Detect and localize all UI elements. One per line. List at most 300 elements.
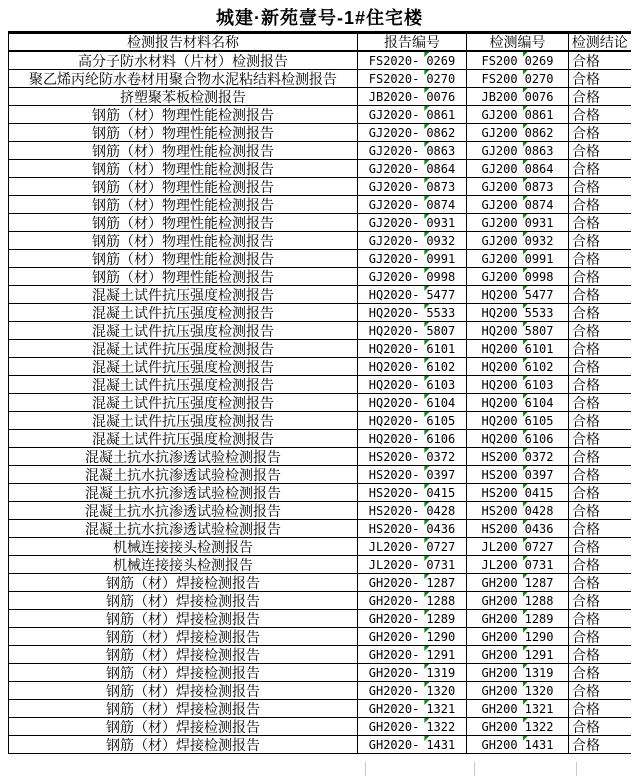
col-header-material-name: 检测报告材料名称 xyxy=(9,33,358,52)
test-conclusion-text: 合格 xyxy=(572,484,600,501)
test-number-prefix: GJ200 xyxy=(481,143,518,158)
test-number-prefix: GJ200 xyxy=(481,269,518,284)
report-number-value: 1288 xyxy=(426,594,456,608)
test-conclusion-text: 合格 xyxy=(572,430,600,447)
report-number-prefix: FS2020- xyxy=(368,71,420,86)
test-number-value: 6106 xyxy=(524,432,554,446)
table-row xyxy=(9,502,631,520)
test-conclusion-cell xyxy=(569,70,631,88)
table-row xyxy=(9,376,631,394)
material-name-text: 钢筋（材）物理性能检测报告 xyxy=(92,160,274,177)
test-conclusion-text: 合格 xyxy=(572,160,600,177)
col-header-test-conclusion: 检测结论 xyxy=(569,33,631,52)
material-name-text: 钢筋（材）物理性能检测报告 xyxy=(92,142,274,159)
table-row xyxy=(9,142,631,160)
test-number-value: 0270 xyxy=(524,72,554,86)
test-conclusion-cell xyxy=(569,196,631,214)
test-number-prefix: HQ200 xyxy=(481,377,518,392)
material-name-text: 挤塑聚苯板检测报告 xyxy=(120,88,246,105)
test-number-prefix: HQ200 xyxy=(481,395,518,410)
test-number-prefix: HS200 xyxy=(481,521,518,536)
test-number-prefix: HS200 xyxy=(481,449,518,464)
test-number-prefix: HQ200 xyxy=(481,359,518,374)
report-number-value: 0861 xyxy=(426,108,456,122)
test-number-cell xyxy=(467,142,569,160)
material-name-text: 钢筋（材）焊接检测报告 xyxy=(106,718,260,735)
test-conclusion-cell xyxy=(569,286,631,304)
test-number-prefix: GJ200 xyxy=(481,197,518,212)
material-name-cell xyxy=(9,412,358,430)
report-number-value: 0269 xyxy=(426,54,456,68)
test-number-cell xyxy=(467,394,569,412)
table-row xyxy=(9,574,631,592)
test-number-prefix: GJ200 xyxy=(481,161,518,176)
test-number-cell xyxy=(467,610,569,628)
report-number-cell xyxy=(358,394,467,412)
test-conclusion-text: 合格 xyxy=(572,106,600,123)
test-conclusion-cell xyxy=(569,106,631,124)
page-title: 城建·新苑壹号-1#住宅楼 xyxy=(215,8,423,28)
test-number-value: 0269 xyxy=(524,54,554,68)
material-name-text: 钢筋（材）焊接检测报告 xyxy=(106,592,260,609)
test-number-prefix: HQ200 xyxy=(481,431,518,446)
test-number-value: 0931 xyxy=(524,216,554,230)
test-conclusion-cell xyxy=(569,178,631,196)
report-number-prefix: GJ2020- xyxy=(368,269,420,284)
test-number-cell xyxy=(467,736,569,754)
test-number-value: 6105 xyxy=(524,414,554,428)
test-number-cell xyxy=(467,106,569,124)
table-row xyxy=(9,268,631,286)
report-number-value: 0436 xyxy=(426,522,456,536)
test-number-value: 5533 xyxy=(524,306,554,320)
test-conclusion-text: 合格 xyxy=(572,538,600,555)
report-number-prefix: GH2020- xyxy=(368,593,420,608)
table-row xyxy=(9,124,631,142)
material-name-text: 钢筋（材）焊接检测报告 xyxy=(106,628,260,645)
test-conclusion-text: 合格 xyxy=(572,142,600,159)
report-number-cell xyxy=(358,646,467,664)
material-name-cell xyxy=(9,610,358,628)
test-conclusion-cell xyxy=(569,502,631,520)
report-number-cell xyxy=(358,88,467,106)
material-name-text: 混凝土试件抗压强度检测报告 xyxy=(92,286,274,303)
test-number-prefix: JL200 xyxy=(481,557,518,572)
test-conclusion-text: 合格 xyxy=(572,502,600,519)
report-number-value: 6106 xyxy=(426,432,456,446)
report-number-cell xyxy=(358,592,467,610)
report-number-cell xyxy=(358,466,467,484)
test-number-prefix: GH200 xyxy=(481,647,518,662)
test-number-value: 0727 xyxy=(524,540,554,554)
test-number-prefix: HQ200 xyxy=(481,323,518,338)
header-row xyxy=(9,33,631,52)
table-row xyxy=(9,610,631,628)
test-number-cell xyxy=(467,520,569,538)
report-number-prefix: HS2020- xyxy=(368,485,420,500)
report-number-value: 0428 xyxy=(426,504,456,518)
test-conclusion-text: 合格 xyxy=(572,52,600,69)
test-conclusion-cell xyxy=(569,376,631,394)
test-number-prefix: GH200 xyxy=(481,737,518,752)
report-number-value: 0727 xyxy=(426,540,456,554)
table-row xyxy=(9,664,631,682)
report-number-value: 0372 xyxy=(426,450,456,464)
report-number-cell xyxy=(358,502,467,520)
table-row xyxy=(9,430,631,448)
report-number-cell xyxy=(358,160,467,178)
test-conclusion-cell xyxy=(569,520,631,538)
test-conclusion-cell xyxy=(569,124,631,142)
test-number-value: 0873 xyxy=(524,180,554,194)
report-number-cell xyxy=(358,340,467,358)
report-number-prefix: GJ2020- xyxy=(368,161,420,176)
report-number-value: 1319 xyxy=(426,666,456,680)
report-number-cell xyxy=(358,538,467,556)
test-number-value: 1319 xyxy=(524,666,554,680)
test-conclusion-cell xyxy=(569,214,631,232)
report-number-prefix: HQ2020- xyxy=(368,305,420,320)
test-number-prefix: JL200 xyxy=(481,539,518,554)
material-name-text: 钢筋（材）物理性能检测报告 xyxy=(92,106,274,123)
material-name-cell xyxy=(9,51,358,70)
report-number-value: 0862 xyxy=(426,126,456,140)
table-row xyxy=(9,700,631,718)
report-number-value: 0270 xyxy=(426,72,456,86)
material-name-cell xyxy=(9,574,358,592)
report-number-cell xyxy=(358,484,467,502)
test-conclusion-text: 合格 xyxy=(572,124,600,141)
report-number-value: 1289 xyxy=(426,612,456,626)
material-name-text: 钢筋（材）焊接检测报告 xyxy=(106,664,260,681)
material-name-cell xyxy=(9,286,358,304)
report-number-prefix: GH2020- xyxy=(368,701,420,716)
table-row xyxy=(9,70,631,88)
test-conclusion-cell xyxy=(569,430,631,448)
test-conclusion-cell xyxy=(569,592,631,610)
test-number-value: 1291 xyxy=(524,648,554,662)
material-name-cell xyxy=(9,250,358,268)
material-name-text: 混凝土抗水抗渗透试验检测报告 xyxy=(85,448,281,465)
test-number-value: 0076 xyxy=(524,90,554,104)
test-number-value: 1288 xyxy=(524,594,554,608)
material-name-cell xyxy=(9,124,358,142)
report-number-prefix: HQ2020- xyxy=(368,395,420,410)
report-number-prefix: GH2020- xyxy=(368,629,420,644)
report-number-cell xyxy=(358,664,467,682)
table-row xyxy=(9,88,631,106)
table-row xyxy=(9,178,631,196)
table-row xyxy=(9,250,631,268)
material-name-text: 混凝土试件抗压强度检测报告 xyxy=(92,304,274,321)
report-number-prefix: GH2020- xyxy=(368,665,420,680)
test-number-prefix: GH200 xyxy=(481,701,518,716)
test-number-cell xyxy=(467,412,569,430)
report-number-cell xyxy=(358,196,467,214)
test-number-prefix: HS200 xyxy=(481,467,518,482)
table-row xyxy=(9,736,631,754)
test-conclusion-text: 合格 xyxy=(572,376,600,393)
test-number-prefix: GH200 xyxy=(481,575,518,590)
report-number-value: 6102 xyxy=(426,360,456,374)
test-number-value: 0991 xyxy=(524,252,554,266)
test-number-value: 0864 xyxy=(524,162,554,176)
test-number-cell xyxy=(467,664,569,682)
test-number-prefix: GJ200 xyxy=(481,251,518,266)
report-number-prefix: HS2020- xyxy=(368,521,420,536)
material-name-text: 钢筋（材）焊接检测报告 xyxy=(106,700,260,717)
material-name-cell xyxy=(9,556,358,574)
test-conclusion-text: 合格 xyxy=(572,700,600,717)
test-number-prefix: GH200 xyxy=(481,611,518,626)
material-name-text: 钢筋（材）物理性能检测报告 xyxy=(92,214,274,231)
test-conclusion-text: 合格 xyxy=(572,718,600,735)
table-row xyxy=(9,646,631,664)
report-number-prefix: GH2020- xyxy=(368,611,420,626)
test-number-value: 6103 xyxy=(524,378,554,392)
test-conclusion-cell xyxy=(569,232,631,250)
material-name-cell xyxy=(9,142,358,160)
report-number-cell xyxy=(358,106,467,124)
test-number-cell xyxy=(467,304,569,322)
report-number-value: 1431 xyxy=(426,738,456,752)
test-conclusion-cell xyxy=(569,358,631,376)
report-number-value: 0863 xyxy=(426,144,456,158)
report-number-cell xyxy=(358,124,467,142)
test-conclusion-cell xyxy=(569,736,631,754)
report-number-prefix: GH2020- xyxy=(368,575,420,590)
material-name-cell xyxy=(9,718,358,736)
report-number-prefix: HQ2020- xyxy=(368,413,420,428)
test-number-value: 1321 xyxy=(524,702,554,716)
material-name-text: 混凝土试件抗压强度检测报告 xyxy=(92,430,274,447)
report-number-value: 0932 xyxy=(426,234,456,248)
test-conclusion-text: 合格 xyxy=(572,268,600,285)
report-number-prefix: GH2020- xyxy=(368,683,420,698)
report-number-value: 0991 xyxy=(426,252,456,266)
report-number-cell xyxy=(358,520,467,538)
test-conclusion-cell xyxy=(569,448,631,466)
material-name-cell xyxy=(9,322,358,340)
test-number-value: 1289 xyxy=(524,612,554,626)
report-number-cell xyxy=(358,322,467,340)
material-name-text: 钢筋（材）焊接检测报告 xyxy=(106,736,260,753)
material-name-cell xyxy=(9,646,358,664)
test-number-prefix: HQ200 xyxy=(481,413,518,428)
test-conclusion-text: 合格 xyxy=(572,592,600,609)
material-name-cell xyxy=(9,340,358,358)
test-number-prefix: GJ200 xyxy=(481,179,518,194)
table-row xyxy=(9,286,631,304)
report-number-value: 1287 xyxy=(426,576,456,590)
report-number-cell xyxy=(358,376,467,394)
test-conclusion-text: 合格 xyxy=(572,466,600,483)
col-header-test-number: 检测编号 xyxy=(467,33,569,52)
test-number-cell xyxy=(467,682,569,700)
report-number-value: 1321 xyxy=(426,702,456,716)
report-number-prefix: GJ2020- xyxy=(368,251,420,266)
test-conclusion-cell xyxy=(569,682,631,700)
test-number-cell xyxy=(467,538,569,556)
test-conclusion-cell xyxy=(569,574,631,592)
test-number-value: 1320 xyxy=(524,684,554,698)
test-number-cell xyxy=(467,214,569,232)
test-conclusion-cell xyxy=(569,412,631,430)
material-name-cell xyxy=(9,538,358,556)
test-number-cell xyxy=(467,430,569,448)
test-conclusion-cell xyxy=(569,88,631,106)
material-name-cell xyxy=(9,736,358,754)
material-name-text: 高分子防水材料（片材）检测报告 xyxy=(78,52,288,69)
test-conclusion-text: 合格 xyxy=(572,520,600,537)
test-conclusion-text: 合格 xyxy=(572,628,600,645)
table-row xyxy=(9,448,631,466)
test-number-value: 0372 xyxy=(524,450,554,464)
material-name-text: 混凝土试件抗压强度检测报告 xyxy=(92,394,274,411)
test-number-cell xyxy=(467,646,569,664)
material-name-text: 混凝土试件抗压强度检测报告 xyxy=(92,376,274,393)
report-number-value: 0397 xyxy=(426,468,456,482)
material-name-text: 钢筋（材）焊接检测报告 xyxy=(106,682,260,699)
report-number-cell xyxy=(358,358,467,376)
test-number-cell xyxy=(467,232,569,250)
test-number-prefix: JB200 xyxy=(481,89,518,104)
test-number-value: 0862 xyxy=(524,126,554,140)
material-name-cell xyxy=(9,502,358,520)
test-conclusion-cell xyxy=(569,538,631,556)
report-number-prefix: GH2020- xyxy=(368,719,420,734)
test-conclusion-text: 合格 xyxy=(572,196,600,213)
test-conclusion-text: 合格 xyxy=(572,88,600,105)
material-name-cell xyxy=(9,70,358,88)
test-number-value: 0397 xyxy=(524,468,554,482)
test-number-value: 0436 xyxy=(524,522,554,536)
report-number-cell xyxy=(358,430,467,448)
test-number-value: 0428 xyxy=(524,504,554,518)
report-number-value: 5807 xyxy=(426,324,456,338)
test-conclusion-text: 合格 xyxy=(572,286,600,303)
test-conclusion-text: 合格 xyxy=(572,178,600,195)
report-number-prefix: HQ2020- xyxy=(368,377,420,392)
material-name-cell xyxy=(9,304,358,322)
test-conclusion-text: 合格 xyxy=(572,682,600,699)
gridline-stub xyxy=(576,762,577,776)
report-number-prefix: GH2020- xyxy=(368,737,420,752)
test-number-prefix: GH200 xyxy=(481,665,518,680)
test-conclusion-text: 合格 xyxy=(572,304,600,321)
report-number-cell xyxy=(358,556,467,574)
test-conclusion-text: 合格 xyxy=(572,214,600,231)
report-number-value: 1320 xyxy=(426,684,456,698)
test-number-prefix: HS200 xyxy=(481,503,518,518)
report-number-value: 0415 xyxy=(426,486,456,500)
test-number-value: 1431 xyxy=(524,738,554,752)
table-row xyxy=(9,412,631,430)
test-conclusion-cell xyxy=(569,394,631,412)
test-number-cell xyxy=(467,268,569,286)
report-number-prefix: GJ2020- xyxy=(368,233,420,248)
report-number-value: 6105 xyxy=(426,414,456,428)
report-number-prefix: HQ2020- xyxy=(368,287,420,302)
table-row xyxy=(9,196,631,214)
report-number-cell xyxy=(358,70,467,88)
table-row xyxy=(9,592,631,610)
table-row xyxy=(9,628,631,646)
test-number-cell xyxy=(467,286,569,304)
report-number-prefix: GJ2020- xyxy=(368,125,420,140)
report-number-value: 6104 xyxy=(426,396,456,410)
report-number-value: 5477 xyxy=(426,288,456,302)
report-number-value: 0998 xyxy=(426,270,456,284)
test-number-prefix: FS200 xyxy=(481,71,518,86)
test-conclusion-text: 合格 xyxy=(572,250,600,267)
test-number-cell xyxy=(467,574,569,592)
material-name-text: 混凝土试件抗压强度检测报告 xyxy=(92,322,274,339)
test-conclusion-text: 合格 xyxy=(572,340,600,357)
material-name-text: 钢筋（材）物理性能检测报告 xyxy=(92,232,274,249)
test-conclusion-cell xyxy=(569,664,631,682)
table-row xyxy=(9,358,631,376)
test-conclusion-cell xyxy=(569,466,631,484)
material-name-cell xyxy=(9,592,358,610)
material-name-cell xyxy=(9,448,358,466)
test-conclusion-text: 合格 xyxy=(572,394,600,411)
report-number-value: 1290 xyxy=(426,630,456,644)
test-number-value: 5477 xyxy=(524,288,554,302)
test-number-prefix: GJ200 xyxy=(481,215,518,230)
material-name-cell xyxy=(9,358,358,376)
material-name-cell xyxy=(9,160,358,178)
report-number-prefix: HS2020- xyxy=(368,503,420,518)
report-number-cell xyxy=(358,51,467,70)
material-name-cell xyxy=(9,88,358,106)
test-number-cell xyxy=(467,88,569,106)
material-name-text: 机械连接接头检测报告 xyxy=(113,556,253,573)
test-conclusion-text: 合格 xyxy=(572,610,600,627)
test-number-prefix: GH200 xyxy=(481,719,518,734)
report-number-cell xyxy=(358,718,467,736)
test-number-value: 6101 xyxy=(524,342,554,356)
table-row xyxy=(9,556,631,574)
report-number-prefix: GJ2020- xyxy=(368,107,420,122)
test-conclusion-cell xyxy=(569,556,631,574)
test-conclusion-cell xyxy=(569,700,631,718)
test-number-cell xyxy=(467,250,569,268)
test-conclusion-cell xyxy=(569,142,631,160)
test-number-prefix: HQ200 xyxy=(481,341,518,356)
test-number-value: 6102 xyxy=(524,360,554,374)
material-name-cell xyxy=(9,430,358,448)
table-row xyxy=(9,160,631,178)
test-number-prefix: GH200 xyxy=(481,683,518,698)
test-conclusion-text: 合格 xyxy=(572,322,600,339)
material-name-text: 钢筋（材）物理性能检测报告 xyxy=(92,250,274,267)
report-number-value: 0931 xyxy=(426,216,456,230)
test-number-value: 0861 xyxy=(524,108,554,122)
table-row xyxy=(9,484,631,502)
report-number-prefix: GH2020- xyxy=(368,647,420,662)
report-number-cell xyxy=(358,700,467,718)
test-conclusion-text: 合格 xyxy=(572,412,600,429)
test-conclusion-cell xyxy=(569,484,631,502)
test-number-prefix: GH200 xyxy=(481,629,518,644)
material-name-text: 钢筋（材）焊接检测报告 xyxy=(106,574,260,591)
report-number-prefix: GJ2020- xyxy=(368,197,420,212)
material-name-cell xyxy=(9,376,358,394)
report-number-cell xyxy=(358,628,467,646)
material-name-text: 机械连接接头检测报告 xyxy=(113,538,253,555)
test-conclusion-cell xyxy=(569,610,631,628)
